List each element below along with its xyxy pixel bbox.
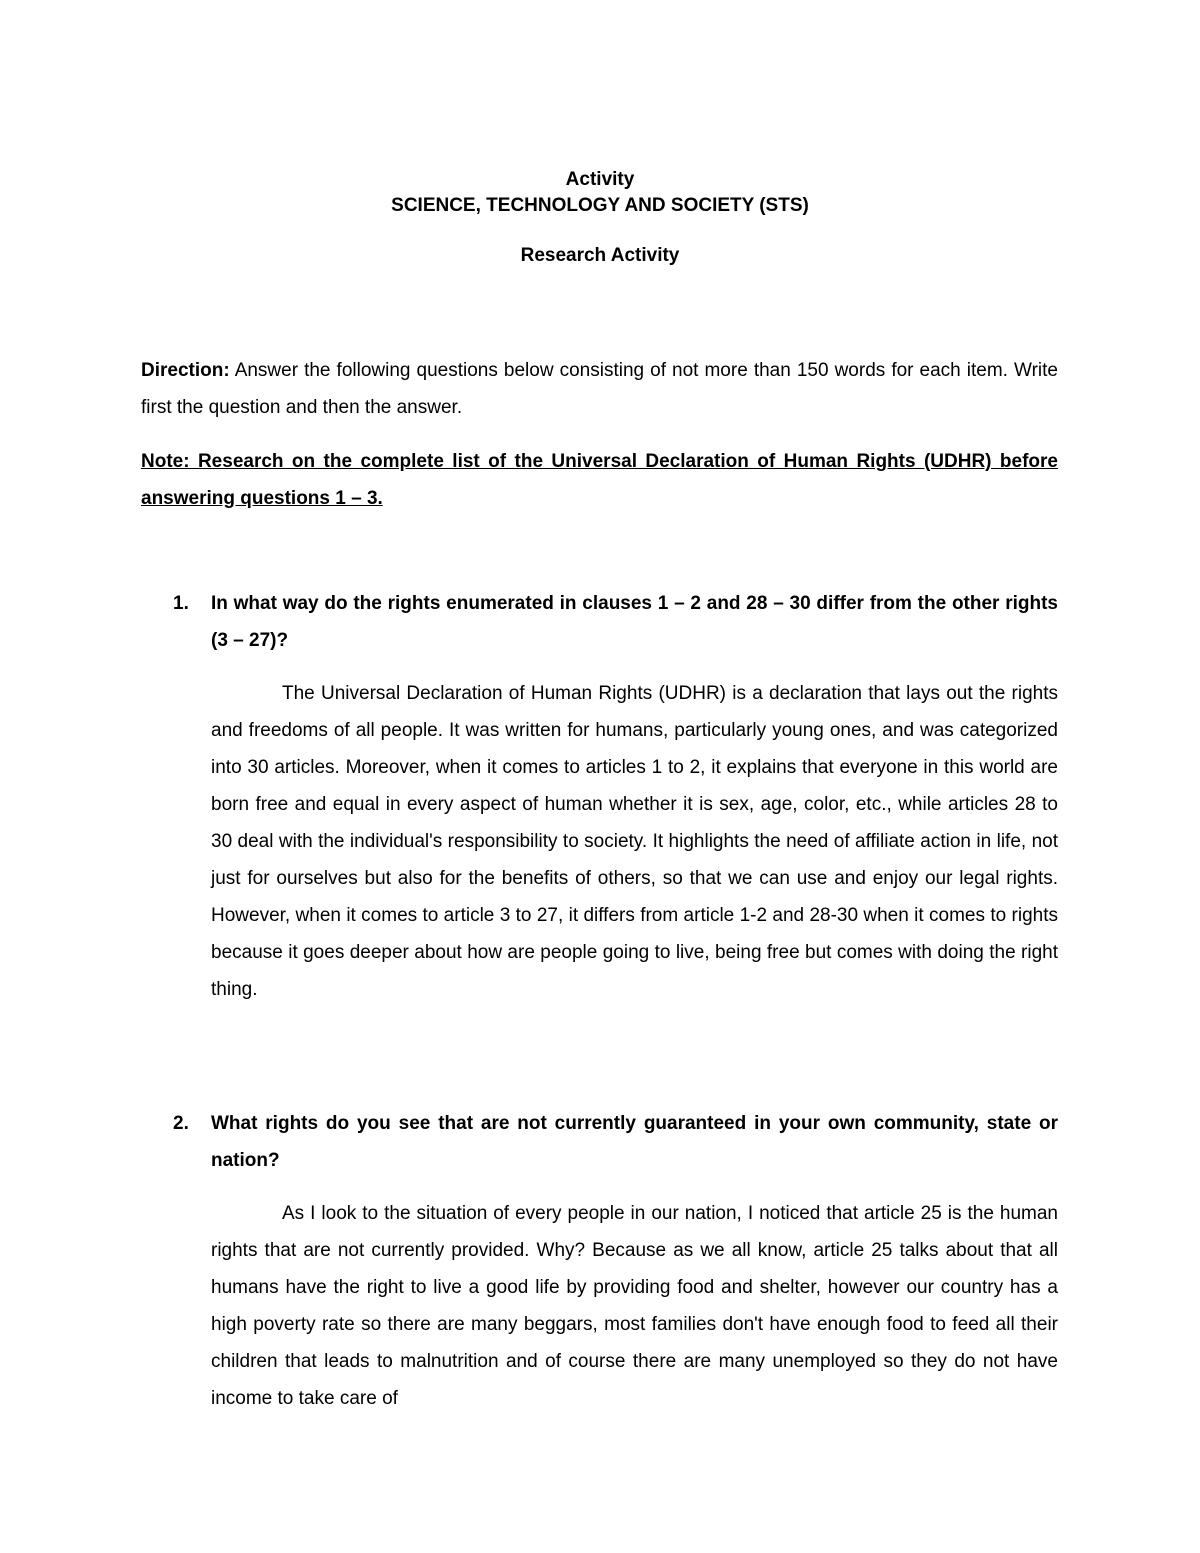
note-paragraph: Note: Research on the complete list of the Universal Declaration of Human Rights (UDHR) before answering questions 1 – 3.	[141, 451, 1058, 509]
question-2	[173, 1105, 1058, 1179]
activity-subtitle: Research Activity	[520, 245, 680, 266]
direction-paragraph	[141, 352, 1058, 426]
course-title: SCIENCE, TECHNOLOGY AND SOCIETY (STS)	[391, 195, 809, 216]
direction-label: Direction:	[141, 360, 230, 381]
question-number: 1.	[173, 593, 189, 614]
question-text: What rights do you see that are not currently guaranteed in your own community, state or nation?	[211, 1113, 1058, 1171]
direction-text: Answer the following questions below consisting of not more than 150 words for each item. Write first the question and then the answer.	[141, 360, 1058, 418]
answer-1: The Universal Declaration of Human Rights (UDHR) is a declaration that lays out the rights and freedoms of all people. It was written for humans, particularly young ones, and was categorized into 30 articles. Moreover, when it comes to articles 1 to 2, it explains that everyone in this world are born free and equal in every aspect of human whether it is sex, age, color, etc., while articles 28 to 30 deal with the individual's responsibility to society. It highlights the need of affiliate action in life, not just for ourselves but also for the benefits of others, so that we can use and enjoy our legal rights. However, when it comes to article 3 to 27, it differs from article 1-2 and 28-30 when it comes to rights because it goes deeper about how are people going to live, being free but comes with doing the right thing.	[211, 683, 1058, 1000]
answer-2: As I look to the situation of every people in our nation, I noticed that article 25 is the human rights that are not currently provided. Why? Because as we all know, article 25 talks about that all humans have the right to live a good life by providing food and shelter, however our country has a high poverty rate so there are many beggars, most families don't have enough food to feed all their children that leads to malnutrition and of course there are many unemployed so they do not have income to take care of	[211, 1203, 1058, 1409]
question-number: 2.	[173, 1113, 189, 1134]
question-text: In what way do the rights enumerated in clauses 1 – 2 and 28 – 30 differ from the other rights (3 – 27)?	[211, 593, 1058, 651]
document-title: Activity	[565, 169, 635, 190]
question-1	[173, 585, 1058, 659]
